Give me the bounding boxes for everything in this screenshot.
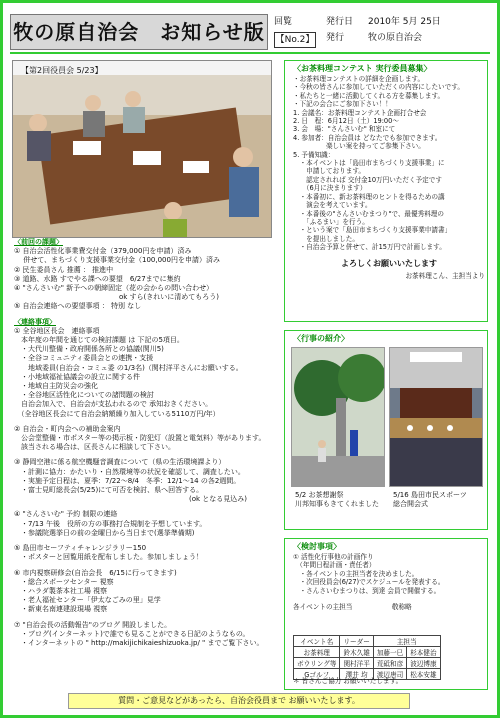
contact-line: ・インターネットの " http://makijichikaieshizuoka.jp/ " までご覧下さい。: [14, 638, 264, 647]
publisher: 牧の原自治会: [368, 33, 423, 43]
table-cell: お茶料理: [294, 647, 340, 658]
contest-line: ・自治会予算と併せて、計15万円で計画します。: [293, 243, 446, 252]
prev-line: ④ "さんさいむ" 新予への朝締固定（花の会からの問い合わせ）: [14, 284, 214, 293]
contact-line: ・大代川整備・政府開係各所との協議(関川5): [14, 345, 164, 354]
event-leader-table: [293, 635, 441, 680]
table-header-cell: イベント名: [294, 636, 340, 647]
contest-line: 演会を考えています。: [293, 201, 372, 210]
contact-line: ③ 静岡空港に係る航空機騒音調査について（県の生活環境課より）: [14, 458, 226, 467]
contact-line: ・ブログ(インターネット)で誰でも見ることができる日記のようなもの。: [14, 629, 250, 638]
issue-date: 2010年 5月 25日: [368, 17, 441, 27]
table-cell: 関村洋平: [340, 658, 373, 669]
event-title-1: お茶想謝祭: [308, 491, 344, 499]
section-heading-contact: 〈連絡事項〉: [14, 317, 56, 326]
contact-line: ・総合スポーツセンター 視察: [14, 577, 114, 586]
contact-line: ④ "さんさいむ" 予約 制限の連絡: [14, 510, 118, 519]
contact-line: ⑦ "自治会長の活動報告"のブログ 開設しました。: [14, 620, 172, 629]
event-photo-2-illustration: [390, 348, 482, 486]
study-closing-wrap: [293, 677, 485, 685]
footer-note: 質問・ご意見などがあったら、自治会役員まで お願いいたします。: [68, 693, 410, 709]
event-date-2: 5/16: [393, 491, 409, 499]
contact-line: ・全谷地区活性化についての諸問題の検討: [14, 391, 154, 400]
table-note: 敬称略: [391, 603, 412, 612]
newsletter-title: 牧の原自治会 お知らせ版: [10, 14, 268, 50]
event-photo-1-illustration: [292, 348, 384, 486]
study-closing: ＊ 皆さんご協力 お願いいたします。: [293, 677, 403, 685]
contest-line: （6月に決まります）: [293, 184, 367, 193]
contest-recruitment-box: [284, 60, 488, 322]
contest-line: 楽しい案を持ってご参集下さい。: [293, 142, 425, 151]
contact-line: ② 自治会・町内会への補助金案内: [14, 424, 121, 433]
meeting-photo: [12, 60, 272, 238]
contest-line: ・本番初に、新お茶料理のヒントを得るための講: [293, 192, 445, 201]
contact-line: ・ハラダ製茶本社工場 視察: [14, 586, 108, 595]
contact-line: 本年度の年間を通じての検討課題 は 下記の5項目。: [14, 336, 184, 345]
prev-line: ok すら(きれいに清めてもろう): [14, 293, 220, 302]
study-line: （年間日程計画・責任者）: [293, 561, 376, 570]
prev-line: ① 自治会活性化事業費交付金（379,000円を申請）済み: [14, 247, 192, 256]
table-row: [294, 658, 441, 669]
event-caption-1: [295, 491, 379, 509]
contact-line: 該当される場合は、区長さんに相談して下さい。: [14, 443, 175, 452]
issue-date-label: 発行日: [326, 17, 354, 27]
contact-line: ・ポスターと回覧用紙を配布しました。参加しましょう！: [14, 553, 203, 562]
table-cell: 鈴木久雄: [340, 647, 373, 658]
contest-line: 申請しております。: [293, 167, 366, 176]
contact-line: 自治会加入で、自治会が支払われるので 承知おきください。: [14, 400, 213, 409]
study-line: ・次回役員会(6/27)でスケジュールを発表する。: [293, 578, 445, 587]
table-cell: 杉本健治: [407, 647, 440, 658]
event-caption-2: [393, 491, 467, 509]
section-heading-previous: 〈前回の課題〉: [14, 238, 63, 246]
table-cell: 渡辺唐司: [373, 669, 406, 680]
contact-line: ・全谷コミュニティ委員会との連携・支援: [14, 354, 154, 363]
contest-line: 1. 会議名：お茶料理コンテスト企画打合せ会: [293, 108, 427, 117]
table-cell: 松本安雄: [407, 669, 440, 680]
study-line: ① 活性化行事他の計画作り: [293, 553, 374, 561]
contest-line: 3. 会 場："さんさいむ" 和室にて: [293, 125, 396, 134]
table-header-cell: リーダー: [340, 636, 373, 647]
contact-line: ⑤ 島田市セーフティチャレンジラリー150: [14, 544, 147, 553]
contact-line: （全谷地区長会にて自治会納額繰り加入している5110万円/年）: [14, 409, 220, 418]
left-column: [14, 238, 276, 648]
contest-line: ・本イベントは「島田市まちづくり支援事業」に: [293, 159, 445, 168]
prev-line: ③ 道路、水路 すでやる課への要望 6/27までに集約: [14, 274, 181, 283]
issue-meta: [326, 14, 441, 46]
kind-label: 回覧: [274, 17, 293, 27]
contest-line: ・という案で「島田市まちづくり支援事業申請書」: [293, 226, 452, 235]
study-items-box: [284, 538, 488, 690]
contest-line: を提出しました。: [293, 234, 359, 243]
contact-line: ・富士見町総長会(5/25)にて可否を検討、県へ回答する。: [14, 486, 204, 495]
contact-line: 地域委員(自治会・コミュ委 の1/3名)（関村洋平さんにお願いする。: [14, 363, 243, 372]
study-title: 〈検討事項〉: [293, 542, 341, 551]
header-divider: [10, 52, 490, 54]
contest-line: 4. 参加者：自治会員は どなたでも参加できます。: [293, 133, 442, 142]
contest-line: 「ふるまい」を行う。: [293, 217, 369, 226]
contest-title: 〈お茶料理コンテスト 実行委員募集〉: [293, 64, 432, 73]
prev-line: ② 民生委員さん 推薦 ： 推進中: [14, 265, 114, 274]
contact-line: ・7/13 午後 役所の方の事務打合規制を予想しています。: [14, 519, 207, 528]
event-date-1: 5/2: [295, 491, 307, 499]
table-header-cell: 主担当: [373, 636, 440, 647]
meeting-caption: 【第2回役員会 5/23】: [21, 66, 103, 75]
table-cell: 加藤一巳: [373, 647, 406, 658]
study-line: ・さんさいむまつりは、到達 会員で開催する。: [293, 586, 441, 595]
contact-line: ・小地域福祉協議会の設立に関する件: [14, 372, 140, 381]
issue-number: 【No.2】: [274, 32, 316, 48]
study-line: ・各イベントの主担当者を決めました。: [293, 569, 419, 578]
table-caption: 各イベントの主担当: [293, 603, 353, 612]
contact-line: ・実施予定日程は、夏季：7/22〜8/4 冬季：12/1〜14 の各2週間。: [14, 476, 241, 485]
contest-line: 5. 予備知識：: [293, 150, 335, 159]
event-photo-1: [291, 347, 385, 487]
contact-line: ・計測に協力：かたいり・自然環境等の状況を確認して、調査したい。: [14, 467, 245, 476]
prev-line: ⑤ 自治会連絡への要望事項 ： 特別 なし: [14, 302, 142, 311]
table-row: [294, 647, 441, 658]
contest-line: ・本番後の"さんさいむまつり"で、最優秀料理の: [293, 209, 444, 218]
table-cell: 荒砥和彦: [373, 658, 406, 669]
contest-line: 2. 日 程：6月12日（土）19:00〜: [293, 117, 399, 126]
activities-box: [284, 330, 488, 530]
contest-line: ・お茶料理コンテストの詳細を企画します。: [293, 75, 425, 83]
contact-line: ・老人福祉センター「伊太なごみの里」見学: [14, 596, 161, 605]
contact-line: ⑥ 市内視察研修会(自治会長 6/15に行ってきます): [14, 568, 177, 577]
publisher-label: 発行: [326, 33, 345, 43]
table-caption-row: [293, 603, 485, 611]
contest-line: ・下記の会合にご参加下さい！！: [293, 100, 392, 109]
contact-line: ・新東名南連建設現場 視察: [14, 605, 108, 614]
prev-line: 併せて、まちづくり支援事業交付金（100,000円を申請）済み: [14, 256, 220, 265]
event-title-2: 島田市民スポーツ: [410, 491, 467, 499]
table-header-row: [294, 636, 441, 647]
event-photo-2: [389, 347, 483, 487]
contact-line: ・参議院選挙日の前の金曜日から当日まで(選挙準備期): [14, 528, 195, 537]
table-cell: Gゴルフ: [294, 669, 340, 680]
activities-title: 〈行事の紹介〉: [293, 334, 349, 343]
contest-line: ・今秋の皆さんに参加していただくの内容にしたいです。: [293, 83, 464, 92]
contest-line: 認定されれば 交付金10万円いただく予定です: [293, 175, 442, 184]
contact-line: ・地域自主防災会の強化: [14, 382, 98, 391]
contact-line: 公会堂整備・市ポスター等の掲示板・防犯灯（設置と電気料）等があります。: [14, 434, 266, 443]
contact-line: (ok となる見込み): [14, 495, 248, 504]
contact-line: ① 全谷地区長会 連絡事項: [14, 326, 100, 335]
event-note-1: 川邦知事もきてくれました: [295, 500, 379, 508]
contest-line: ・私たちと一緒に活動してくれる方を募集します。: [293, 91, 445, 100]
contest-signature: お茶料理こん、主担当より: [405, 271, 485, 280]
table-cell: 波辺博康: [407, 658, 440, 669]
contest-closing: よろしくお願いいたします: [341, 258, 437, 268]
meeting-photo-illustration: [13, 61, 271, 237]
table-cell: 澤井 均: [340, 669, 373, 680]
circulation-kind: [274, 14, 292, 30]
event-note-2: 総合開会式: [393, 500, 428, 508]
table-cell: ボウリング等: [294, 658, 340, 669]
